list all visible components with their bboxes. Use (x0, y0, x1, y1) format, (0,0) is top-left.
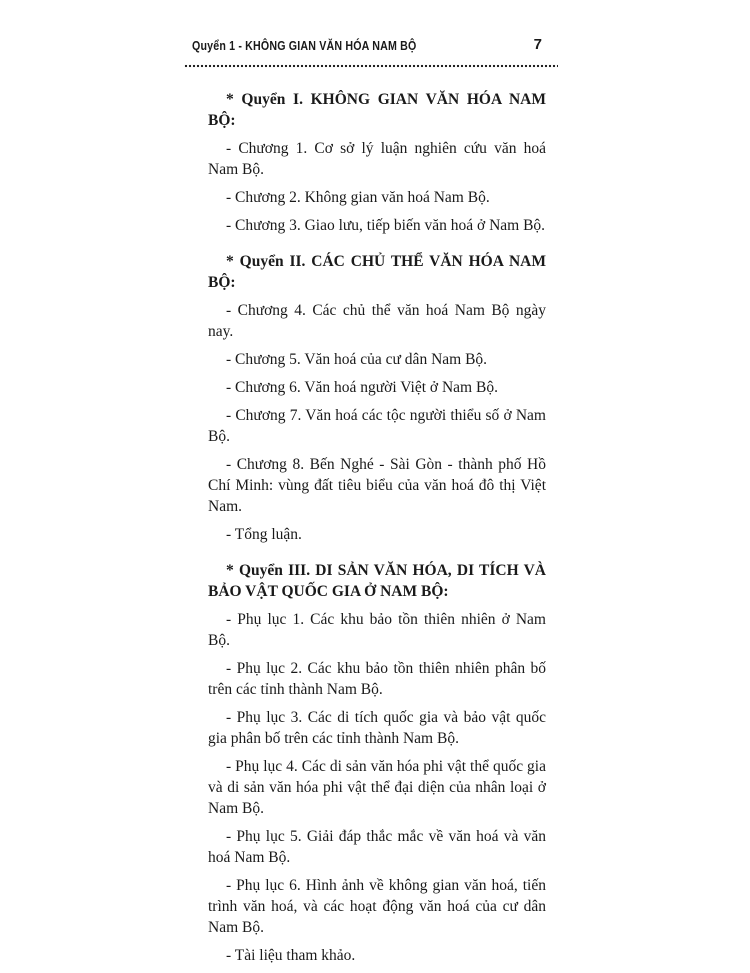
section-heading: * Quyển II. CÁC CHỦ THỂ VĂN HÓA NAM BỘ: (208, 253, 546, 291)
list-item: - Tài liệu tham khảo. (226, 947, 356, 964)
list-item: - Phụ lục 1. Các khu bảo tồn thiên nhiên ở Nam Bộ. (208, 611, 546, 649)
section-heading: * Quyển I. KHÔNG GIAN VĂN HÓA NAM BỘ: (208, 91, 546, 129)
section-heading: * Quyển III. DI SẢN VĂN HÓA, DI TÍCH VÀ BẢO VẬT QUỐC GIA Ở NAM BỘ: (208, 562, 546, 600)
list-item: - Chương 5. Văn hoá của cư dân Nam Bộ. (226, 351, 488, 368)
list-item: - Chương 4. Các chủ thể văn hoá Nam Bộ ngày nay. (208, 302, 546, 340)
list-item: - Chương 1. Cơ sở lý luận nghiên cứu văn hoá Nam Bộ. (208, 140, 546, 178)
running-header-title: Quyển 1 - KHÔNG GIAN VĂN HÓA NAM BỘ (192, 38, 417, 53)
list-item: - Tổng luận. (226, 526, 302, 543)
dotted-divider (184, 64, 558, 68)
list-item: - Phụ lục 4. Các di sản văn hóa phi vật thể quốc gia và di sản văn hóa phi vật thể đại diện của nhân loại ở Nam Bộ. (208, 758, 546, 817)
list-item: - Chương 7. Văn hoá các tộc người thiểu số ở Nam Bộ. (208, 407, 546, 445)
running-header (190, 36, 550, 56)
table-of-contents (208, 89, 546, 973)
list-item: - Phụ lục 3. Các di tích quốc gia và bảo vật quốc gia phân bố trên các tỉnh thành Nam Bộ. (208, 709, 546, 747)
page-number: 7 (533, 36, 542, 53)
list-item: - Phụ lục 2. Các khu bảo tồn thiên nhiên phân bố trên các tỉnh thành Nam Bộ. (208, 660, 546, 698)
list-item: - Chương 6. Văn hoá người Việt ở Nam Bộ. (226, 379, 498, 396)
list-item: - Chương 3. Giao lưu, tiếp biến văn hoá ở Nam Bộ. (226, 217, 546, 234)
list-item: - Chương 2. Không gian văn hoá Nam Bộ. (226, 189, 490, 206)
list-item: - Chương 8. Bến Nghé - Sài Gòn - thành phố Hồ Chí Minh: vùng đất tiêu biểu của văn hoá đô thị Việt Nam. (208, 456, 546, 515)
list-item: - Phụ lục 6. Hình ảnh về không gian văn hoá, tiến trình văn hoá, và các hoạt động văn hoá của cư dân Nam Bộ. (208, 877, 546, 936)
list-item: - Phụ lục 5. Giải đáp thắc mắc về văn hoá và văn hoá Nam Bộ. (208, 828, 546, 866)
